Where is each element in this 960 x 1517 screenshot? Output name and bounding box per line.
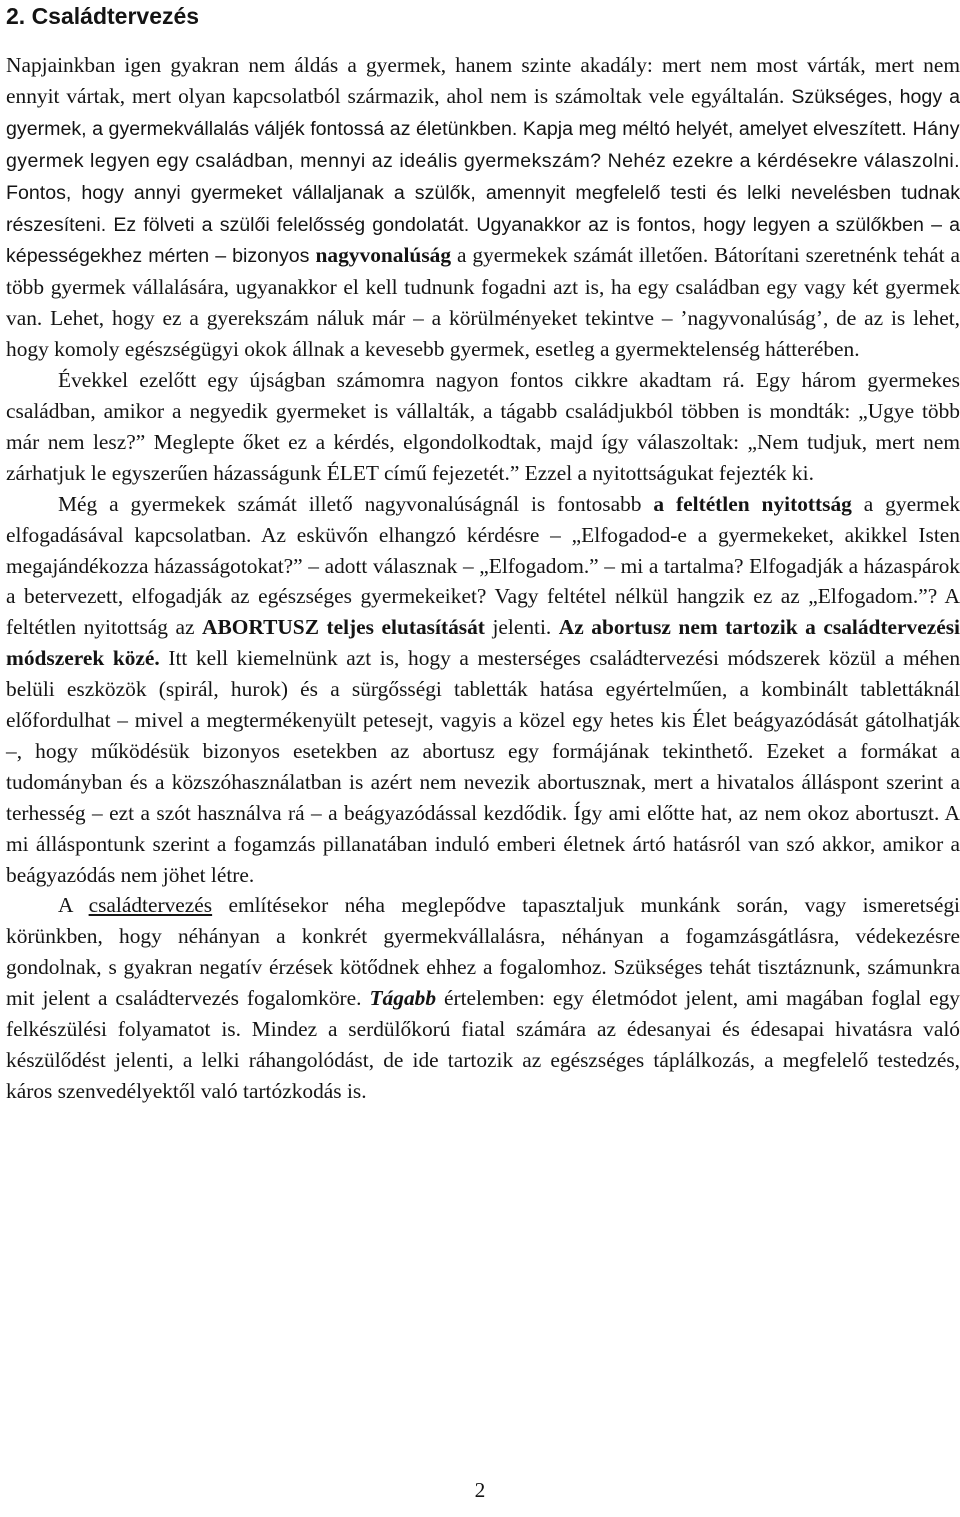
document-page [6,0,960,1107]
paragraph-2: Évekkel ezelőtt egy újságban számomra nagyon fontos cikkre akadtam rá. Egy három gyermekes családban, amikor a negyedik gyermeket is vállalták, a tágabb családjukból többen is mondták: „Ugye több már nem lesz?” Meglepte őket ez a kérdés, elgondolkodtak, majd így válaszoltak: „Nem tudjuk, mert nem zárhatjuk le egyszerűen házasságunk ÉLET című fejezetét.” Ezzel a nyitottságukat fejezték ki. [6,368,960,485]
paragraph-3-sentence-1: Még a gyermekek számát illető nagyvonalúságnál is fontosabb [58,491,654,516]
page-number: 2 [474,1478,486,1502]
paragraph-3-bold-abortusz-nem-modszer: Az abortusz nem tartozik a családtervezési módszerek közé. [6,615,960,671]
paragraph-3-bold-feltetlen-nyitottsag: a feltétlen nyitottság [653,491,852,516]
paragraph-3-bold-abortusz-elutasitas: ABORTUSZ teljes elutasítását [202,615,485,640]
paragraph-1-sentence-5: a gyermekek számát illetően. Bátorítani szeretnénk tehát a több gyermek vállalására, ugyanakkor el kell tudnunk fogadni azt is, ha egy családban egy vagy két gyermek van. Lehet, hogy ez a gyerekszám náluk már – a körülményeket tekintve – ’nagyvonalúság’, de az is lehet, hogy komoly egészségügyi okok állnak a kevesebb gyermek, esetleg a gyermektelenség hátterében. [6,243,960,362]
paragraph-1-sentence-4: Fontos, hogy annyi gyermeket vállaljanak a szülők, amennyit megfelelő testi és lelki nevelésben tudnak részesíteni. Ez fölveti a szülői felelősség gondolatát. Ugyanakkor az is fontos, hogy legyen a szülőkben – a képességekhez mérten – bizonyos [6,181,960,268]
paragraph-1-sentence-3: Hány gyermek legyen egy családban, mennyi az ideális gyermekszám? Nehéz ezekre a kérdésekre válaszolni. [6,117,960,172]
paragraph-4-underlined-csaladtervezes: családtervezés [88,893,213,918]
paragraph-4-bold-italic-tagabb: Tágabb [369,986,437,1011]
paragraph-1-sentence-2: Szükséges, hogy a gyermek, a gyermekvállalás váljék fontossá az életünkben. Kapja meg méltó helyét, amelyet elveszített. [6,85,960,140]
paragraph-4-sentence-2: említésekor néha meglepődve tapasztaljuk munkánk során, vagy ismeretségi körünkben, hogy néhányan a konkrét gyermekvállalásra, néhányan a fogamzásgátlásra, védekezésre gondolnak, s gyakran negatív érzések kötődnek ehhez a fogalomhoz. Szükséges tehát tisztáznunk, számunkra mit jelent a családtervezés fogalomköre. [6,893,960,1011]
section-heading: 2. Családtervezés [6,3,200,29]
paragraph-3 [6,489,960,891]
paragraph-1-sentence-1: Napjainkban igen gyakran nem áldás a gyermek, hanem szinte akadály: mert nem most várták, mert nem ennyit vártak, mert olyan kapcsolatból származik, ahol nem is számoltak vele egyáltalán. [6,53,960,108]
paragraph-3-sentence-2: a gyermek elfogadásával kapcsolatban. Az esküvőn elhangzó kérdésre – „Elfogadod-e a gyermekeket, akikkel Isten megajándékozza házasságotokat?” – adott válasznak – „Elfogadom.” – mi a tartalma? Elfogadják a házaspárok a betervezett, elfogadják az egészséges gyermekeiket? Vagy feltétel nélkül hangzik ez az „Elfogadom.”? A feltétlen nyitottság az [6,491,960,640]
paragraph-1-bold-nagyvonalusag: nagyvonalúság [315,243,452,268]
paragraph-4-sentence-1: A [58,893,89,918]
paragraph-4-sentence-3: értelemben: egy életmódot jelent, ami magában foglal egy felkészülési folyamatot is. Mindez a serdülőkorú fiatal számára az édesanyai és édesapai hivatásra való készülődést jelenti, a lelki ráhangolódást, de ide tartozik az egészséges táplálkozás, a megfelelő testedzés, káros szenvedélyektől való tartózkodás is. [6,986,960,1103]
body-text [6,50,960,1107]
paragraph-3-sentence-4: Itt kell kiemelnünk azt is, hogy a mesterséges családtervezési módszerek közül a méhen belüli eszközök (spirál, hurok) és a sürgősségi tabletták hatása egyértelműen, a kombinált tablettáknál előfordulhat – mivel a megtermékenyült petesejt, vagyis a közel egy hetes kis Élet beágyazódását gátolhatják –, hogy működésük bizonyos esetekben az abortusz egy formájának tekinthető. Ezeket a formákat a tudományban és a közszóhasználatban is azért nem nevezik abortusznak, mert a hivatalos álláspont szerint a terhesség – ezt a szót használva rá – a beágyazódással kezdődik. Így ami előtte hat, az nem okoz abortuszt. A mi álláspontunk szerint a fogamzás pillanatában induló emberi életnek ártó hatásról van szó akkor, amikor a beágyazódás nem jöhet létre. [6,646,960,887]
paragraph-4 [6,890,960,1106]
paragraph-3-sentence-3: jelenti. [484,615,559,640]
paragraph-1 [6,50,960,365]
